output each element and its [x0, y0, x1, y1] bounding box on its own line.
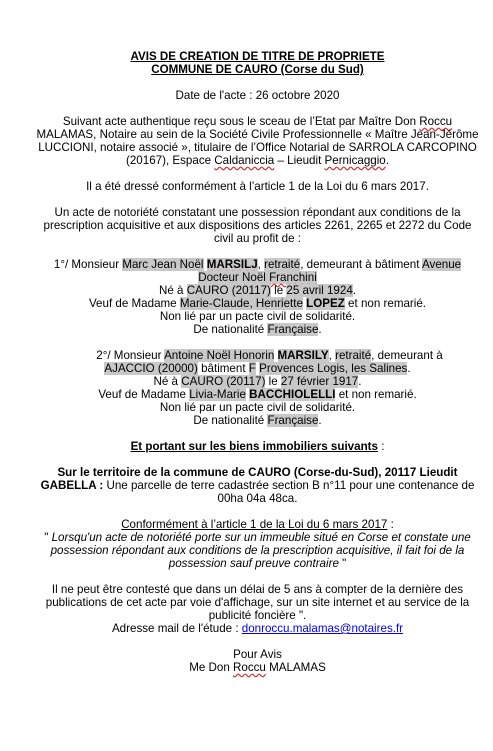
contest-paragraph: Il ne peut être contesté que dans un délai de 5 ans à compter de la dernière des publications de cet acte par voie d'affichage, sur un site internet et au service de la publicité foncière ".: [45, 583, 470, 622]
person-2-block: [34, 349, 481, 362]
act-date: Date de l'acte : 26 octobre 2020: [175, 89, 340, 102]
person-1-identity: 1°/ Monsieur Marc Jean Noël MARSILJ, retraité, demeurant à bâtiment Avenue: [53, 258, 462, 271]
notoriety-paragraph: Un acte de notoriété constatant une possession répondant aux conditions de la prescription acquisitive et aux dispositions des articles 2261, 2265 et 2272 du Code civil au profit de :: [43, 206, 472, 245]
law-quote: " Lorsqu'un acte de notoriété porte sur un immeuble situé en Corse et constate une possession répondant aux conditions de la prescription acquisitive, il fait foi de la possession sauf preuve contraire ": [44, 531, 471, 570]
person-2-widow: Veuf de Madame Livia-Marie BACCHIOLELLI et non remarié.: [98, 388, 417, 401]
property-heading: Et portant sur les biens immobiliers suivants :: [130, 440, 385, 453]
person-1-address-2: Docteur Noël Franchini: [198, 271, 317, 284]
property-description: Sur le territoire de la commune de CAURO (Corse-du-Sud), 20117 Lieudit GABELLA : Une parcelle de terre cadastrée section B n°11 pour une contenance de 00ha 04a 48ca.: [40, 466, 475, 505]
person-2-address: AJACCIO (20000) bâtiment F Provences Logis, les Salines.: [104, 362, 411, 375]
sign-line-2: Me Don Roccu MALAMAS: [189, 661, 326, 674]
email-link[interactable]: donroccu.malamas@notaires.fr: [241, 622, 404, 635]
person-1-pacs: Non lié par un pacte civil de solidarité.: [159, 310, 356, 323]
drawn-up-line: Il a été dressé conformément à l’article 1 de la Loi du 6 mars 2017.: [86, 180, 429, 193]
intro-paragraph: Suivant acte authentique reçu sous le sceau de l’Etat par Maître Don Roccu MALAMAS, Notaire au sein de la Société Civile Professionnelle « Maître Jean-Jérôme LUCCIONI, notaire associé », titulaire de l’Office Notarial de SARROLA CARCOPINO (20167), Espace Caldaniccia – Lieudit Pernicaggio.: [36, 115, 479, 167]
notice-document: [34, 50, 481, 674]
title-line-2: COMMUNE DE CAURO (Corse du Sud): [151, 63, 364, 76]
person-1-widow: Veuf de Madame Marie-Claude, Henriette LOPEZ et non remarié.: [88, 297, 427, 310]
person-1-nationality: De nationalité Française.: [193, 323, 322, 336]
sign-line-1: Pour Avis: [233, 648, 282, 661]
title-line-1: AVIS DE CREATION DE TITRE DE PROPRIETE: [130, 50, 385, 63]
person-2-identity: 2°/ Monsieur Antoine Noël Honorin MARSILY, retraité, demeurant à: [96, 349, 443, 362]
person-1-block: [34, 258, 481, 336]
person-2-nationality: De nationalité Française.: [193, 414, 322, 427]
person-2-pacs: Non lié par un pacte civil de solidarité.: [159, 401, 356, 414]
email-line: Adresse mail de l'étude : donroccu.malamas@notaires.fr: [111, 622, 404, 635]
law-heading: Conformément à l’article 1 de la Loi du 6 mars 2017 :: [121, 518, 394, 531]
person-1-birth: Né à CAURO (20117) le 25 avril 1924.: [158, 284, 356, 297]
person-2-birth: Né à CAURO (20117) le 27 février 1917.: [153, 375, 362, 388]
